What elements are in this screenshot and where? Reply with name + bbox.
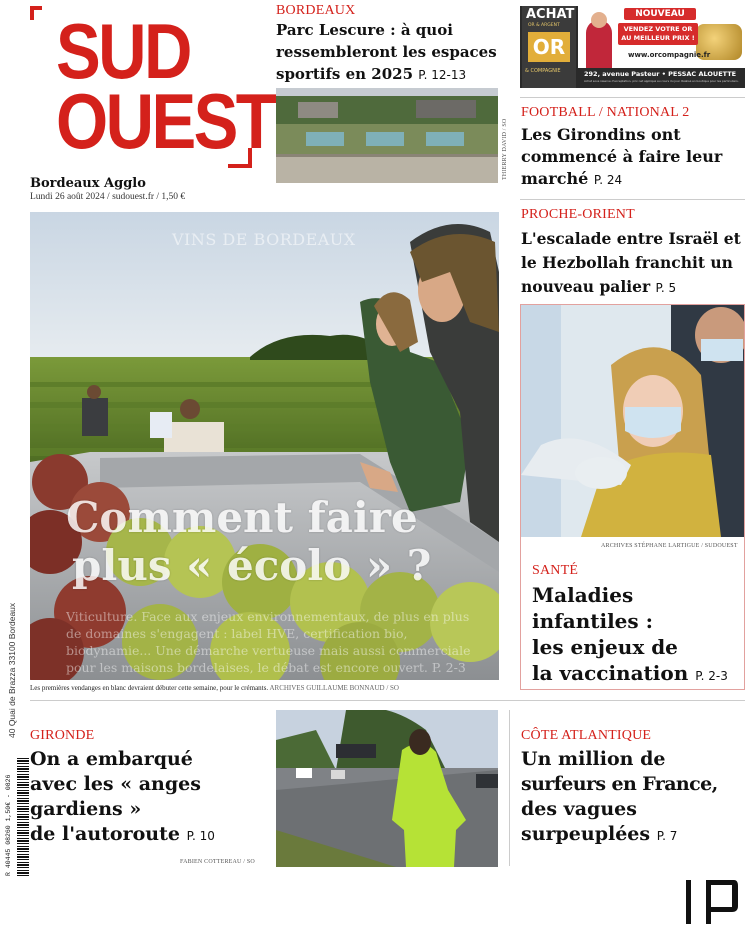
logo-line1: SUD (56, 7, 190, 95)
rule-football (520, 97, 745, 98)
cote-headline-l1: Un million de (521, 748, 666, 770)
proche-orient-headline[interactable] (521, 227, 743, 300)
rule-bottom (30, 700, 745, 701)
logo-bracket-top-left (30, 6, 42, 20)
sante-photo-vaccination (521, 305, 744, 537)
gironde-headline-l3: gardiens » (30, 798, 142, 820)
sante-box[interactable] (520, 304, 745, 690)
top-story-photo-stadium[interactable] (276, 88, 498, 183)
main-headline[interactable] (66, 494, 486, 590)
gironde-kicker: GIRONDE (30, 728, 95, 743)
ad-logo-achat: ACHAT (526, 7, 575, 22)
proche-orient-headline-text: L'escalade entre Israël et le Hezbollah franchit un nouveau palier (521, 229, 741, 296)
gironde-headline-l1: On a embarqué (30, 748, 193, 770)
ad-logo-sub: OR & ARGENT (528, 23, 560, 28)
top-story-headline[interactable] (276, 19, 502, 86)
gironde-pages: P. 10 (186, 829, 215, 843)
ad-logo-or (528, 32, 570, 62)
side-address: 40 Quai de Brazza 33100 Bordeaux (7, 602, 17, 738)
p1-stamp-logo (682, 876, 742, 928)
ad-fine-print: Achat sous réserve d'acceptation, prix net appliqué au cours du jour. Réalisé en boutique pour les particuliers. (584, 80, 739, 83)
main-headline-line1: Comment faire (66, 493, 418, 542)
ad-logo-foot: & COMPAGNIE (525, 68, 561, 74)
cote-headline-l4: surpeuplées (521, 823, 651, 845)
cote-headline-l3: des vagues (521, 798, 637, 820)
logo-line2: OUEST (56, 77, 275, 165)
football-headline[interactable] (521, 124, 731, 191)
highway-photo-art (276, 710, 498, 867)
ad-ribbon-nouveau (624, 8, 696, 20)
ad-site: www.orcompagnie.fr (628, 51, 711, 59)
barcode-text: R 40445 08260 1,50€ - 0826 (5, 774, 12, 876)
sante-headline (532, 582, 744, 689)
cote-headline-l2: surfeurs en France, (521, 773, 718, 795)
date-line: Lundi 26 août 2024 / sudouest.fr / 1,50 € (30, 192, 186, 202)
gironde-headline[interactable] (30, 747, 270, 849)
gironde-credit: FABIEN COTTEREAU / SO (180, 859, 255, 865)
proche-orient-pages: P. 5 (655, 281, 677, 295)
rule-proche-orient (520, 199, 745, 200)
cote-kicker: CÔTE ATLANTIQUE (521, 728, 652, 743)
main-caption-credit: ARCHIVES GUILLAUME BONNAUD / SO (269, 684, 399, 692)
top-story-pages: P. 12-13 (418, 68, 467, 82)
football-kicker: FOOTBALL / NATIONAL 2 (521, 105, 690, 120)
sante-headline-l3: les enjeux de (532, 635, 678, 659)
ad-pitch (618, 23, 698, 45)
stadium-photo-art (276, 88, 498, 183)
p1-stamp-art (682, 876, 742, 928)
main-overline: VINS DE BORDEAUX (172, 230, 356, 249)
top-story-headline-text: Parc Lescure : à quoi ressembleront les espaces sportifs en 2025 (276, 21, 497, 83)
ad-banner[interactable] (520, 6, 745, 88)
gironde-headline-l4: de l'autoroute (30, 823, 180, 845)
masthead (30, 6, 275, 171)
main-caption-text: Les premières vendanges en blanc devraient débuter cette semaine, pour le crémants. (30, 684, 269, 692)
ad-ribbon-text: NOUVEAU (635, 9, 685, 19)
sante-pages: P. 2-3 (695, 669, 728, 683)
barcode-bars (17, 758, 29, 876)
football-pages: P. 24 (593, 173, 623, 187)
ad-visual (578, 6, 745, 68)
top-story-kicker: BORDEAUX (276, 3, 356, 18)
ad-address: 292, avenue Pasteur • PESSAC ALOUETTE (584, 70, 737, 78)
barcode-block (5, 758, 29, 876)
vaccination-photo-art (521, 305, 744, 537)
sante-headline-l4: la vaccination (532, 661, 689, 685)
ad-pitch-text: VENDEZ VOTRE OR AU MEILLEUR PRIX ! (621, 25, 695, 42)
gironde-photo-highway[interactable] (276, 710, 498, 867)
gironde-headline-l2: avec les « anges (30, 773, 201, 795)
cote-headline[interactable] (521, 747, 746, 849)
sante-credit: ARCHIVES STÉPHANE LARTIGUE / SUDOUEST (601, 543, 738, 549)
edition-name: Bordeaux Agglo (30, 176, 146, 191)
main-standfirst (66, 608, 486, 676)
top-story-credit: THIERRY DAVID / SO (502, 118, 508, 180)
ad-logo-block (522, 6, 576, 88)
proche-orient-kicker: PROCHE-ORIENT (521, 207, 635, 222)
cote-pages: P. 7 (656, 829, 678, 843)
main-standfirst-text: Viticulture. Face aux enjeux environnementaux, de plus en plus de domaines s'engagent : label HVE, certification bio, biodynamie... Une démarche vertueuse mais aussi commerciale pour les maisons bordelaises, le débat est encore ouvert. (66, 609, 471, 675)
sante-kicker: SANTÉ (532, 563, 579, 578)
football-headline-text: Les Girondins ont commencé à faire leur marché (521, 125, 723, 188)
ad-woman-head (591, 12, 607, 28)
main-headline-line2: plus « écolo » ? (72, 541, 432, 590)
main-caption (30, 684, 500, 692)
logo-bracket-bottom-right (228, 148, 252, 168)
rule-cote (509, 710, 510, 866)
sante-headline-l1: Maladies (532, 583, 634, 607)
ad-logo-or-text: OR (532, 35, 566, 59)
sante-headline-l2: infantiles : (532, 609, 654, 633)
main-standfirst-pages: P. 2-3 (431, 660, 466, 675)
